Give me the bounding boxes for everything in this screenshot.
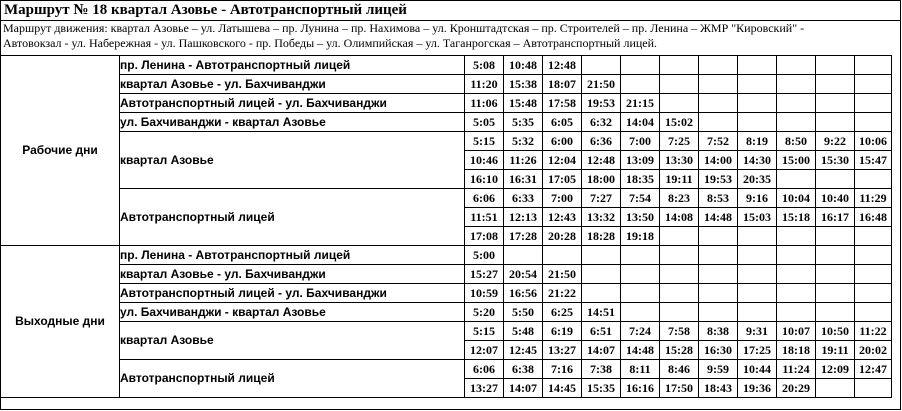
departure-time: 13:32 [582,208,621,227]
departure-time: 12:43 [543,208,582,227]
departure-time: 12:09 [816,360,855,379]
empty-cell [738,56,777,75]
direction-label: пр. Ленина - Автотранспортный лицей [120,246,465,265]
table-row [1,113,892,132]
departure-time: 21:50 [582,75,621,94]
departure-time: 5:32 [504,132,543,151]
empty-cell [855,75,892,94]
day-type-label: Рабочие дни [1,56,120,246]
departure-time: 7:16 [543,360,582,379]
empty-cell [816,265,855,284]
departure-time: 18:07 [543,75,582,94]
departure-time: 9:31 [738,322,777,341]
departure-time: 6:32 [582,113,621,132]
empty-cell [855,303,892,322]
route-line-2: Автовокзал - ул. Набережная - ул. Пашковского - пр. Победы – ул. Олимпийская – ул. Таганрогская – Автотранспортный лицей. [3,36,658,50]
empty-cell [816,246,855,265]
departure-time: 6:33 [504,189,543,208]
empty-cell [738,227,777,246]
table-row [1,284,892,303]
empty-cell [738,246,777,265]
departure-time: 20:35 [738,170,777,189]
departure-time: 10:44 [738,360,777,379]
empty-cell [621,284,660,303]
departure-time: 12:45 [504,341,543,360]
departure-time: 8:38 [699,322,738,341]
departure-time: 6:00 [543,132,582,151]
departure-time: 12:13 [504,208,543,227]
empty-cell [855,94,892,113]
empty-cell [699,284,738,303]
departure-time: 6:51 [582,322,621,341]
departure-time: 15:18 [777,208,816,227]
departure-time: 20:02 [855,341,892,360]
departure-time: 8:50 [777,132,816,151]
route-line-1: Маршрут движения: квартал Азовье – ул. Латышева – пр. Лунина – пр. Нахимова – ул. Кронштадтская – пр. Строителей – пр. Ленина – ЖМР "Кировский" - [3,21,805,35]
departure-time: 5:00 [465,246,504,265]
departure-time: 7:25 [660,132,699,151]
departure-time: 5:50 [504,303,543,322]
empty-cell [582,265,621,284]
departure-time: 7:00 [621,132,660,151]
departure-time: 6:06 [465,360,504,379]
departure-time: 12:48 [543,56,582,75]
departure-time: 10:04 [777,189,816,208]
empty-cell [699,265,738,284]
empty-cell [777,284,816,303]
empty-cell [582,284,621,303]
departure-time: 12:47 [855,360,892,379]
departure-time: 15:28 [660,341,699,360]
departure-time: 20:29 [777,379,816,398]
departure-time: 19:18 [621,227,660,246]
departure-time: 16:30 [699,341,738,360]
departure-time: 10:46 [465,151,504,170]
departure-time: 14:00 [699,151,738,170]
departure-time: 17:08 [465,227,504,246]
departure-time: 7:54 [621,189,660,208]
empty-cell [738,94,777,113]
empty-cell [621,265,660,284]
departure-time: 11:24 [777,360,816,379]
departure-time: 16:17 [816,208,855,227]
departure-time: 16:31 [504,170,543,189]
day-type-label: Выходные дни [1,246,120,398]
table-row [1,303,892,322]
table-row [1,246,892,265]
departure-time: 6:05 [543,113,582,132]
departure-time: 7:24 [621,322,660,341]
direction-label: квартал Азовье - ул. Бахчиванджи [120,265,465,284]
empty-cell [738,284,777,303]
departure-time: 19:53 [582,94,621,113]
departure-time: 12:48 [582,151,621,170]
empty-cell [816,379,855,398]
table-row [1,75,892,94]
empty-cell [660,303,699,322]
departure-time: 17:05 [543,170,582,189]
empty-cell [855,56,892,75]
empty-cell [777,265,816,284]
departure-time: 14:48 [621,341,660,360]
departure-time: 11:22 [855,322,892,341]
departure-time: 10:50 [816,322,855,341]
departure-time: 6:38 [504,360,543,379]
departure-time: 5:15 [465,132,504,151]
table-row [1,360,892,379]
empty-cell [660,75,699,94]
empty-cell [816,56,855,75]
empty-cell [699,113,738,132]
departure-time: 19:53 [699,170,738,189]
departure-time: 12:07 [465,341,504,360]
empty-cell [777,113,816,132]
departure-time: 5:08 [465,56,504,75]
empty-cell [699,56,738,75]
departure-time: 13:50 [621,208,660,227]
departure-time: 6:19 [543,322,582,341]
departure-time: 10:59 [465,284,504,303]
departure-time: 15:03 [738,208,777,227]
departure-time: 15:30 [816,151,855,170]
empty-cell [777,303,816,322]
departure-time: 18:00 [582,170,621,189]
empty-cell [855,113,892,132]
departure-time: 5:35 [504,113,543,132]
direction-label: ул. Бахчиванджи - квартал Азовье [120,113,465,132]
departure-time: 14:04 [621,113,660,132]
departure-time: 16:10 [465,170,504,189]
empty-cell [699,94,738,113]
departure-time: 10:06 [855,132,892,151]
empty-cell [855,246,892,265]
departure-time: 7:27 [582,189,621,208]
departure-time: 19:36 [738,379,777,398]
departure-time: 15:35 [582,379,621,398]
departure-time: 15:02 [660,113,699,132]
direction-label: Автотранспортный лицей - ул. Бахчиванджи [120,284,465,303]
departure-time: 6:06 [465,189,504,208]
departure-time: 21:22 [543,284,582,303]
table-row [1,94,892,113]
empty-cell [777,94,816,113]
departure-time: 8:46 [660,360,699,379]
direction-label: квартал Азовье [120,132,465,189]
departure-time: 7:52 [699,132,738,151]
empty-cell [855,379,892,398]
departure-time: 15:38 [504,75,543,94]
departure-time: 18:18 [777,341,816,360]
departure-time: 5:05 [465,113,504,132]
empty-cell [816,75,855,94]
empty-cell [699,303,738,322]
departure-time: 14:07 [582,341,621,360]
page-title: Маршрут № 18 квартал Азовье - Автотранспортный лицей [4,2,407,18]
departure-time: 18:43 [699,379,738,398]
empty-cell [855,170,892,189]
empty-cell [777,227,816,246]
empty-cell [699,246,738,265]
empty-cell [660,265,699,284]
direction-label: квартал Азовье [120,322,465,360]
empty-cell [621,56,660,75]
departure-time: 9:22 [816,132,855,151]
empty-cell [621,246,660,265]
empty-cell [816,170,855,189]
table-row [1,56,892,75]
departure-time: 15:47 [855,151,892,170]
departure-time: 12:04 [543,151,582,170]
direction-label: Автотранспортный лицей [120,360,465,398]
empty-cell [582,246,621,265]
departure-time: 10:40 [816,189,855,208]
table-row [1,189,892,208]
departure-time: 17:28 [504,227,543,246]
empty-cell [738,75,777,94]
direction-label: ул. Бахчиванджи - квартал Азовье [120,303,465,322]
direction-label: Автотранспортный лицей - ул. Бахчиванджи [120,94,465,113]
departure-time: 16:56 [504,284,543,303]
empty-cell [621,75,660,94]
departure-time: 17:25 [738,341,777,360]
departure-time: 11:51 [465,208,504,227]
departure-time: 5:15 [465,322,504,341]
empty-cell [738,303,777,322]
empty-cell [738,265,777,284]
departure-time: 15:00 [777,151,816,170]
departure-time: 20:54 [504,265,543,284]
departure-time: 11:06 [465,94,504,113]
empty-cell [777,170,816,189]
table-row [1,322,892,341]
departure-time: 18:35 [621,170,660,189]
departure-time: 10:07 [777,322,816,341]
departure-time: 11:26 [504,151,543,170]
departure-time: 9:59 [699,360,738,379]
departure-time: 17:50 [660,379,699,398]
empty-cell [816,227,855,246]
departure-time: 13:27 [465,379,504,398]
departure-time: 7:38 [582,360,621,379]
departure-time: 5:48 [504,322,543,341]
departure-time: 11:20 [465,75,504,94]
departure-time: 14:45 [543,379,582,398]
empty-cell [816,284,855,303]
empty-cell [543,246,582,265]
empty-cell [777,246,816,265]
departure-time: 13:09 [621,151,660,170]
departure-time: 14:07 [504,379,543,398]
empty-cell [777,56,816,75]
departure-time: 16:16 [621,379,660,398]
direction-label: квартал Азовье - ул. Бахчиванджи [120,75,465,94]
empty-cell [855,227,892,246]
empty-cell [816,94,855,113]
departure-time: 18:28 [582,227,621,246]
empty-cell [816,113,855,132]
table-row [1,132,892,151]
departure-time: 14:51 [582,303,621,322]
empty-cell [660,94,699,113]
departure-time: 11:29 [855,189,892,208]
departure-time: 15:27 [465,265,504,284]
schedule-table [0,55,892,398]
empty-cell [777,75,816,94]
departure-time: 7:00 [543,189,582,208]
departure-time: 17:58 [543,94,582,113]
empty-cell [660,284,699,303]
departure-time: 7:58 [660,322,699,341]
empty-cell [660,246,699,265]
empty-cell [660,227,699,246]
empty-cell [699,227,738,246]
empty-cell [855,284,892,303]
departure-time: 19:11 [816,341,855,360]
departure-time: 8:19 [738,132,777,151]
departure-time: 8:53 [699,189,738,208]
direction-label: пр. Ленина - Автотранспортный лицей [120,56,465,75]
empty-cell [816,303,855,322]
empty-cell [738,113,777,132]
departure-time: 8:11 [621,360,660,379]
empty-cell [504,246,543,265]
departure-time: 14:08 [660,208,699,227]
empty-cell [855,265,892,284]
route-description [3,21,804,51]
departure-time: 19:11 [660,170,699,189]
table-row [1,265,892,284]
departure-time: 20:28 [543,227,582,246]
departure-time: 14:48 [699,208,738,227]
departure-time: 6:25 [543,303,582,322]
departure-time: 13:27 [543,341,582,360]
departure-time: 9:16 [738,189,777,208]
departure-time: 8:23 [660,189,699,208]
departure-time: 6:36 [582,132,621,151]
empty-cell [699,75,738,94]
departure-time: 21:15 [621,94,660,113]
departure-time: 5:20 [465,303,504,322]
departure-time: 21:50 [543,265,582,284]
empty-cell [582,56,621,75]
departure-time: 10:48 [504,56,543,75]
direction-label: Автотранспортный лицей [120,189,465,246]
empty-cell [621,303,660,322]
departure-time: 13:30 [660,151,699,170]
empty-cell [660,56,699,75]
departure-time: 16:48 [855,208,892,227]
departure-time: 14:30 [738,151,777,170]
departure-time: 15:48 [504,94,543,113]
